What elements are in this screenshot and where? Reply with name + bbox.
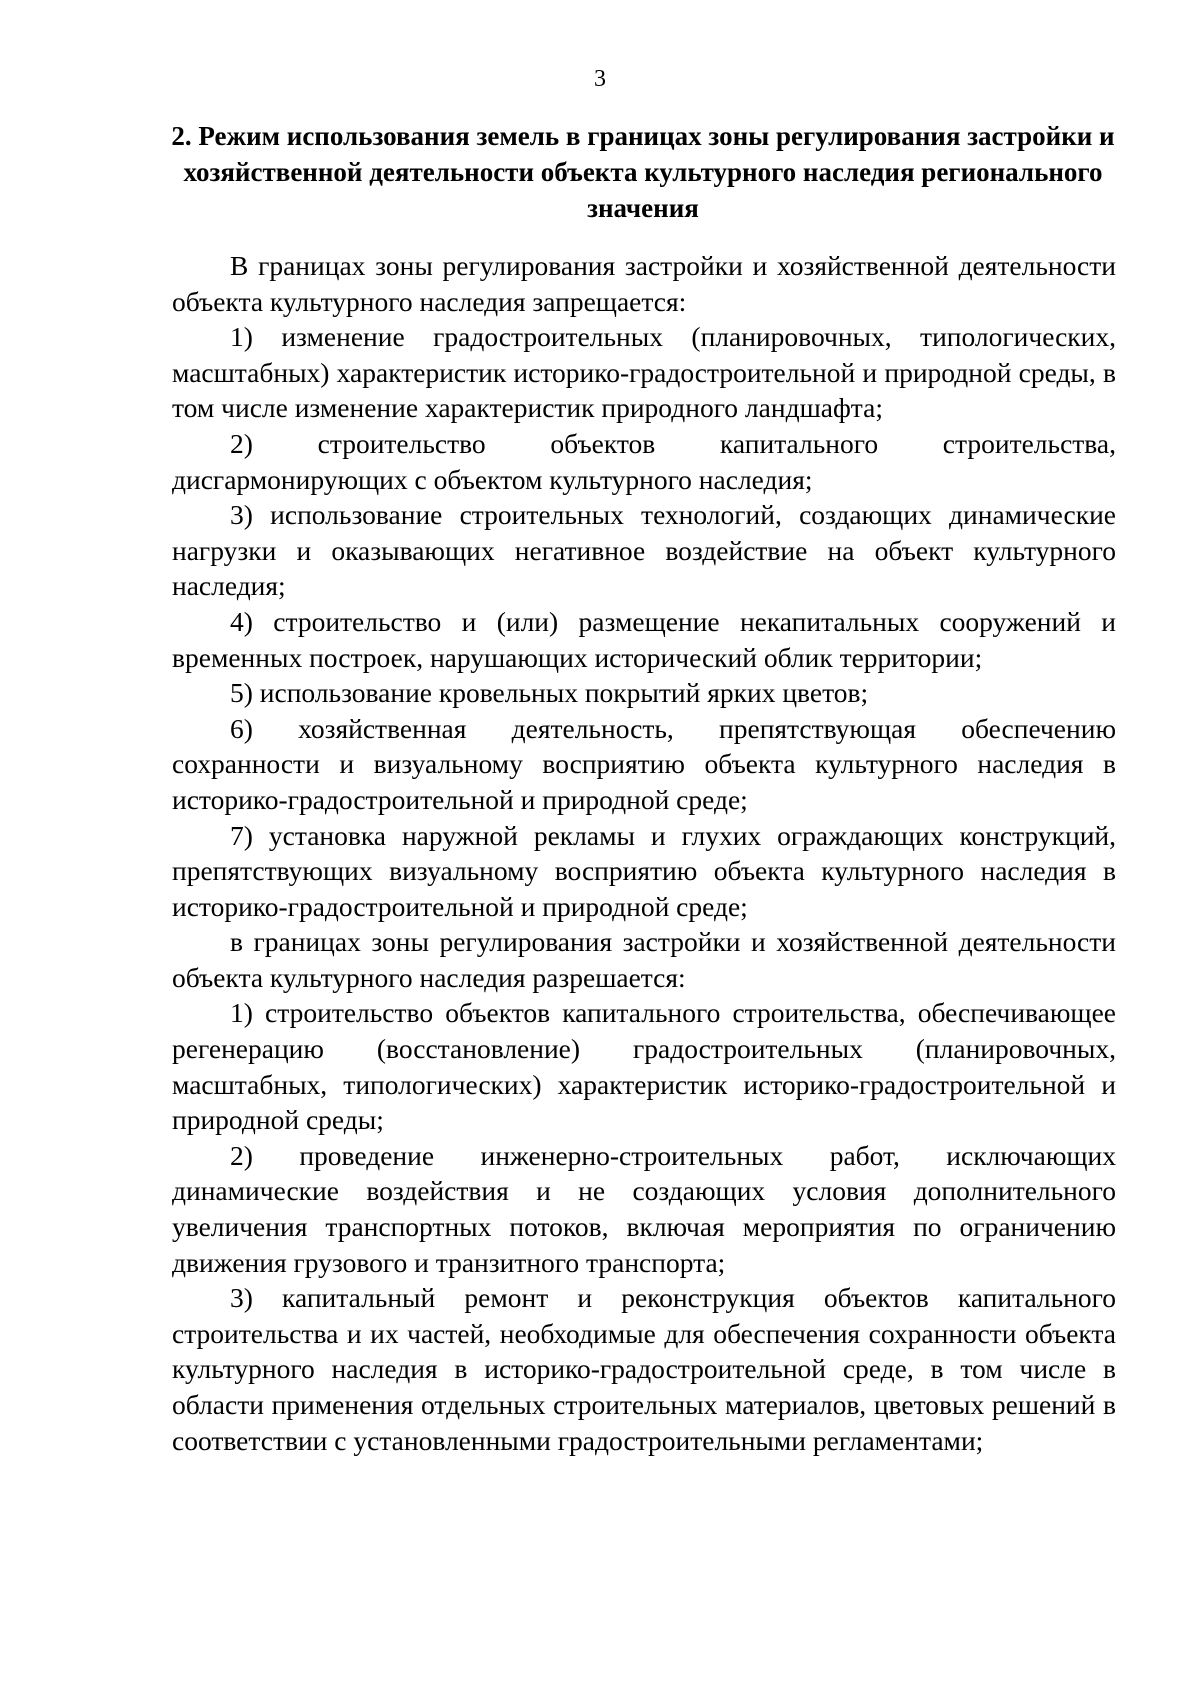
section-title: 2. Режим использования земель в границах зоны регулирования застройки и хозяйственной деятельности объекта культурного наследия регионального значения [171, 121, 1115, 223]
paragraph-intro-prohibited: В границах зоны регулирования застройки и хозяйственной деятельности объекта культурного наследия запрещается: [172, 250, 1116, 317]
list-item-prohibited-1: 1) изменение градостроительных (планировочных, типологических, масштабных) характеристик историко-градостроительной и природной среды, в том числе изменение характеристик природного ландшафта; [172, 321, 1116, 424]
list-item-prohibited-3: 3) использование строительных технологий, создающих динамические нагрузки и оказывающих негативное воздействие на объект культурного наследия; [172, 499, 1116, 602]
document-body [172, 248, 1116, 1458]
list-item-prohibited-7: 7) установка наружной рекламы и глухих ограждающих конструкций, препятствующих визуальному восприятию объекта культурного наследия в историко-градостроительной и природной среде; [172, 819, 1116, 922]
list-item-prohibited-2: 2) строительство объектов капитального строительства, дисгармонирующих с объектом культурного наследия; [172, 427, 1116, 495]
list-item-permitted-3: 3) капитальный ремонт и реконструкция объектов капитального строительства и их частей, необходимые для обеспечения сохранности объекта культурного наследия в историко-градостроительной среде, в том числе в области применения отдельных строительных материалов, цветовых решений в соответствии с установленными градостроительными регламентами; [172, 1282, 1116, 1456]
list-item-permitted-2: 2) проведение инженерно-строительных работ, исключающих динамические воздействия и не создающих условия дополнительного увеличения транспортных потоков, включая мероприятия по ограничению движения грузового и транзитного транспорта; [172, 1139, 1116, 1278]
paragraph-intro-permitted: в границах зоны регулирования застройки и хозяйственной деятельности объекта культурного наследия разрешается: [172, 926, 1116, 993]
list-item-prohibited-6: 6) хозяйственная деятельность, препятствующая обеспечению сохранности и визуальному восприятию объекта культурного наследия в историко-градостроительной и природной среде; [172, 712, 1116, 815]
page-number: 3 [594, 66, 606, 92]
list-item-prohibited-5: 5) использование кровельных покрытий ярких цветов; [230, 677, 869, 709]
list-item-permitted-1: 1) строительство объектов капитального строительства, обеспечивающее регенерацию (восстановление) градостроительных (планировочных, масштабных, типологических) характеристик историко-градостроительной и природной среды; [172, 997, 1116, 1136]
list-item-prohibited-4: 4) строительство и (или) размещение некапитальных сооружений и временных построек, нарушающих исторический облик территории; [172, 605, 1116, 673]
